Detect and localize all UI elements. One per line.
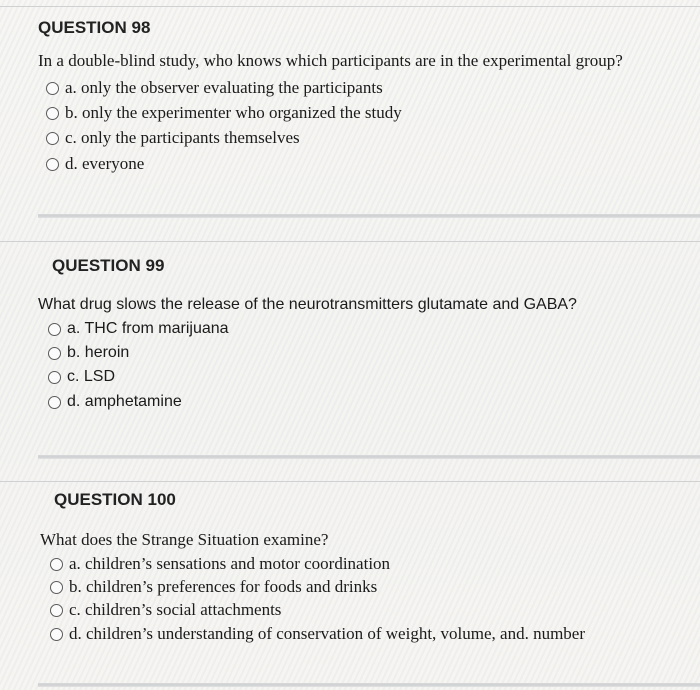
- section-divider: [38, 455, 700, 459]
- option-label: a. only the observer evaluating the participants: [65, 78, 383, 97]
- question-98-option-c[interactable]: [46, 128, 300, 148]
- question-100-prompt: What does the Strange Situation examine?: [40, 530, 329, 549]
- option-label: c. LSD: [67, 368, 116, 385]
- radio-button-icon[interactable]: [46, 82, 59, 95]
- option-label: d. children’s understanding of conservation of weight, volume, and. number: [69, 624, 586, 643]
- question-100-option-c[interactable]: [50, 600, 281, 620]
- option-label: a. THC from marijuana: [67, 320, 229, 337]
- radio-button-icon[interactable]: [48, 347, 61, 360]
- radio-button-icon[interactable]: [46, 158, 59, 171]
- top-divider: [0, 6, 700, 7]
- question-100-option-b[interactable]: [50, 577, 377, 597]
- radio-button-icon[interactable]: [48, 371, 61, 384]
- question-99-option-b[interactable]: [48, 344, 129, 362]
- question-99-option-c[interactable]: [48, 368, 115, 386]
- question-99-option-d[interactable]: [48, 393, 182, 411]
- radio-button-icon[interactable]: [46, 107, 59, 120]
- question-98-title: QUESTION 98: [38, 18, 151, 37]
- section-divider-thin: [0, 241, 700, 242]
- question-98-option-b[interactable]: [46, 103, 402, 123]
- radio-button-icon[interactable]: [46, 132, 59, 145]
- question-100-title: QUESTION 100: [54, 490, 176, 509]
- section-divider: [38, 683, 700, 687]
- section-divider: [38, 214, 700, 218]
- question-100-option-d[interactable]: [50, 624, 585, 644]
- option-label: d. amphetamine: [67, 393, 182, 410]
- option-label: c. only the participants themselves: [65, 128, 300, 147]
- section-divider-thin: [0, 481, 700, 482]
- question-98-prompt: In a double-blind study, who knows which participants are in the experimental group?: [38, 51, 623, 70]
- question-98-option-d[interactable]: [46, 154, 144, 174]
- question-99-option-a[interactable]: [48, 320, 229, 338]
- question-100-option-a[interactable]: [50, 554, 390, 574]
- radio-button-icon[interactable]: [50, 581, 63, 594]
- option-label: b. children’s preferences for foods and drinks: [69, 577, 378, 596]
- option-label: a. children’s sensations and motor coordination: [69, 554, 391, 573]
- option-label: c. children’s social attachments: [69, 600, 282, 619]
- radio-button-icon[interactable]: [48, 396, 61, 409]
- radio-button-icon[interactable]: [50, 604, 63, 617]
- radio-button-icon[interactable]: [50, 558, 63, 571]
- option-label: d. everyone: [65, 154, 145, 173]
- question-99-prompt: What drug slows the release of the neurotransmitters glutamate and GABA?: [38, 296, 577, 313]
- option-label: b. heroin: [67, 344, 130, 361]
- radio-button-icon[interactable]: [48, 323, 61, 336]
- option-label: b. only the experimenter who organized the study: [65, 103, 402, 122]
- radio-button-icon[interactable]: [50, 628, 63, 641]
- question-99-title: QUESTION 99: [52, 256, 165, 275]
- question-98-option-a[interactable]: [46, 78, 383, 98]
